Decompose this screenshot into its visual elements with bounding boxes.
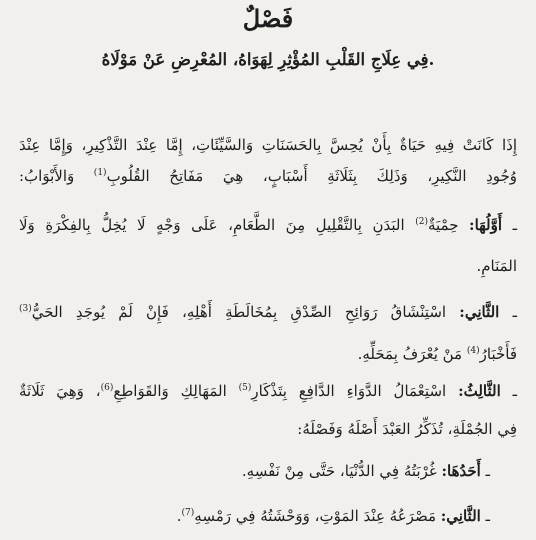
text-segment: المَهَالِكِ وَالقَوَاطِعِ	[113, 382, 239, 400]
text-line-10	[60, 500, 490, 529]
list-dash: ـ	[502, 216, 517, 234]
text-segment: ، وَهِيَ ثَلَاثَةٌ	[19, 382, 101, 400]
footnote-ref-3: (3)	[19, 304, 32, 314]
footnote-ref-1: (1)	[93, 168, 107, 178]
text-line-5	[19, 296, 517, 325]
text-line-3	[19, 209, 517, 238]
text-line-7	[19, 375, 517, 404]
item-label-first: أَوَّلُهَا:	[469, 216, 503, 234]
text-line-1: إِذَا كَانَتْ فِيهِ حَيَاةٌ بِأَنْ يُحِسَّ بِالحَسَنَاتِ وَالسَّيِّئَاتِ، إِمَّا عِنْدَ التَّذْكِيرِ، وَإِمَّا عِنْدَ	[19, 136, 517, 154]
list-dash: ـ	[499, 303, 517, 321]
text-line-9	[60, 458, 490, 484]
footnote-ref-7: (7)	[181, 508, 195, 518]
text-segment: مَنْ يُعْرَفُ بِمَحَلِّهِ.	[357, 345, 467, 363]
text-segment: مَصْرَعُهُ عِنْدَ المَوْتِ، وَوَحْشَتُهُ فِي رَمْسِهِ	[194, 507, 441, 525]
text-segment: غُرْبَتُهُ فِي الدُّنْيَا، حَتَّى مِنْ نَفْسِهِ.	[241, 462, 442, 480]
section-title: فَصْلٌ	[242, 4, 294, 33]
list-dash: ـ	[480, 462, 490, 480]
text-segment: البَدَنِ بِالتَّقْلِيلِ مِنَ الطَّعَامِ، عَلَى وَجْهٍ لَا يُخِلُّ بِالفِكْرَةِ وَلَا	[19, 216, 416, 234]
text-segment: اسْتِعْمَالُ الدَّوَاءِ الدَّافِعِ بِتَذْكَارِ	[251, 382, 459, 400]
text-line-8: فِي الجُمْلَةِ، تُذَكِّرُ العَبْدَ أَصْلَهُ وَفَصْلَهُ:	[297, 420, 517, 438]
text-segment: اسْتِنْشَاقُ رَوَائِحِ الصِّدْقِ بِمُخَالَطَةِ أَهْلِهِ، فَإِنْ لَمْ يُوجَدِ الحَيُّ	[31, 303, 460, 321]
list-dash: ـ	[480, 507, 490, 525]
text-segment: وُجُودِ النَّكِيرِ، وَذَلِكَ بِثَلَاثَةِ أَسْبَابٍ، هِيَ مَفَاتِحُ القُلُوبِ	[106, 167, 518, 185]
text-segment: حِمْيَةٌ	[427, 216, 470, 234]
text-segment: .	[176, 507, 182, 525]
text-segment: وَالأَبْوَابُ:	[19, 167, 94, 185]
item-label-second: الثَّانِي:	[459, 303, 500, 321]
text-segment: فَأَخْبَارُ	[479, 345, 517, 363]
footnote-ref-5: (5)	[238, 383, 252, 393]
sub-item-label-second: الثَّانِي:	[440, 507, 481, 525]
sub-item-label-first: أَحَدُهَا:	[441, 462, 481, 480]
text-line-4: المَنَامِ.	[476, 257, 517, 275]
item-label-third: الثَّالِثُ:	[458, 382, 501, 400]
text-line-2	[19, 160, 517, 189]
list-dash: ـ	[500, 382, 517, 400]
section-subtitle: فِي عِلَاجِ القَلْبِ المُؤْثِرِ لِهَوَاهُ، المُعْرِضِ عَنْ مَوْلَاهُ.	[101, 50, 435, 69]
footnote-ref-4: (4)	[466, 346, 480, 356]
footnote-ref-6: (6)	[100, 383, 114, 393]
text-line-6	[19, 338, 517, 367]
footnote-ref-2: (2)	[415, 217, 428, 227]
